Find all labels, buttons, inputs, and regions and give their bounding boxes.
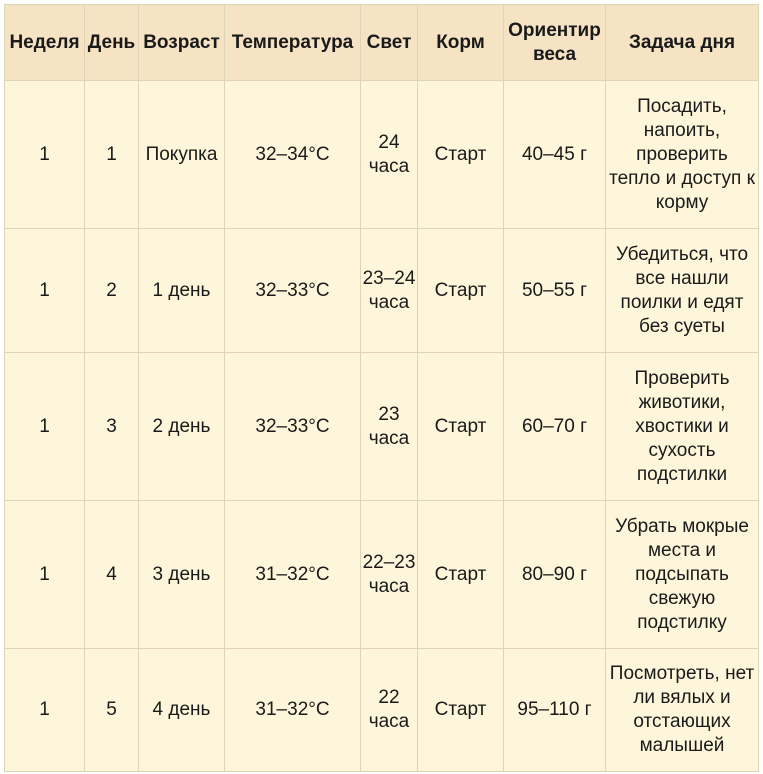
table-header-row [5,5,759,81]
cell-day: 4 [85,501,139,649]
cell-weight-target: 95–110 г [504,649,606,772]
header-day: День [85,5,139,81]
cell-feed: Старт [418,501,504,649]
cell-weight-target: 40–45 г [504,81,606,229]
header-age: Возраст [139,5,225,81]
cell-temperature: 32–33°C [225,229,361,353]
header-week: Неделя [5,5,85,81]
cell-age: 4 день [139,649,225,772]
cell-day-task: Посадить, напоить, проверить тепло и доступ к корму [606,81,759,229]
cell-age: 3 день [139,501,225,649]
cell-feed: Старт [418,649,504,772]
cell-feed: Старт [418,229,504,353]
schedule-table [4,4,759,772]
header-day-task: Задача дня [606,5,759,81]
cell-week: 1 [5,229,85,353]
header-temperature: Температура [225,5,361,81]
cell-week: 1 [5,501,85,649]
table-row [5,649,759,772]
table-row [5,229,759,353]
cell-day: 3 [85,353,139,501]
table-row [5,353,759,501]
cell-age: 2 день [139,353,225,501]
cell-day: 1 [85,81,139,229]
header-feed: Корм [418,5,504,81]
table-row [5,81,759,229]
header-light: Свет [361,5,418,81]
cell-age: 1 день [139,229,225,353]
cell-light: 23 часа [361,353,418,501]
cell-week: 1 [5,81,85,229]
cell-temperature: 32–33°C [225,353,361,501]
table-row [5,501,759,649]
cell-light: 22–23 часа [361,501,418,649]
cell-weight-target: 80–90 г [504,501,606,649]
cell-weight-target: 60–70 г [504,353,606,501]
cell-feed: Старт [418,81,504,229]
cell-temperature: 31–32°C [225,501,361,649]
cell-day-task: Убедиться, что все нашли поилки и едят без суеты [606,229,759,353]
cell-day: 5 [85,649,139,772]
cell-light: 24 часа [361,81,418,229]
cell-day-task: Проверить животики, хвостики и сухость подстилки [606,353,759,501]
header-weight-target: Ориентир веса [504,5,606,81]
cell-feed: Старт [418,353,504,501]
cell-light: 23–24 часа [361,229,418,353]
cell-weight-target: 50–55 г [504,229,606,353]
cell-temperature: 32–34°C [225,81,361,229]
cell-week: 1 [5,353,85,501]
cell-day-task: Посмотреть, нет ли вялых и отстающих малышей [606,649,759,772]
cell-week: 1 [5,649,85,772]
cell-day: 2 [85,229,139,353]
cell-age: Покупка [139,81,225,229]
cell-light: 22 часа [361,649,418,772]
cell-day-task: Убрать мокрые места и подсыпать свежую подстилку [606,501,759,649]
schedule-table-container [4,4,759,772]
cell-temperature: 31–32°C [225,649,361,772]
